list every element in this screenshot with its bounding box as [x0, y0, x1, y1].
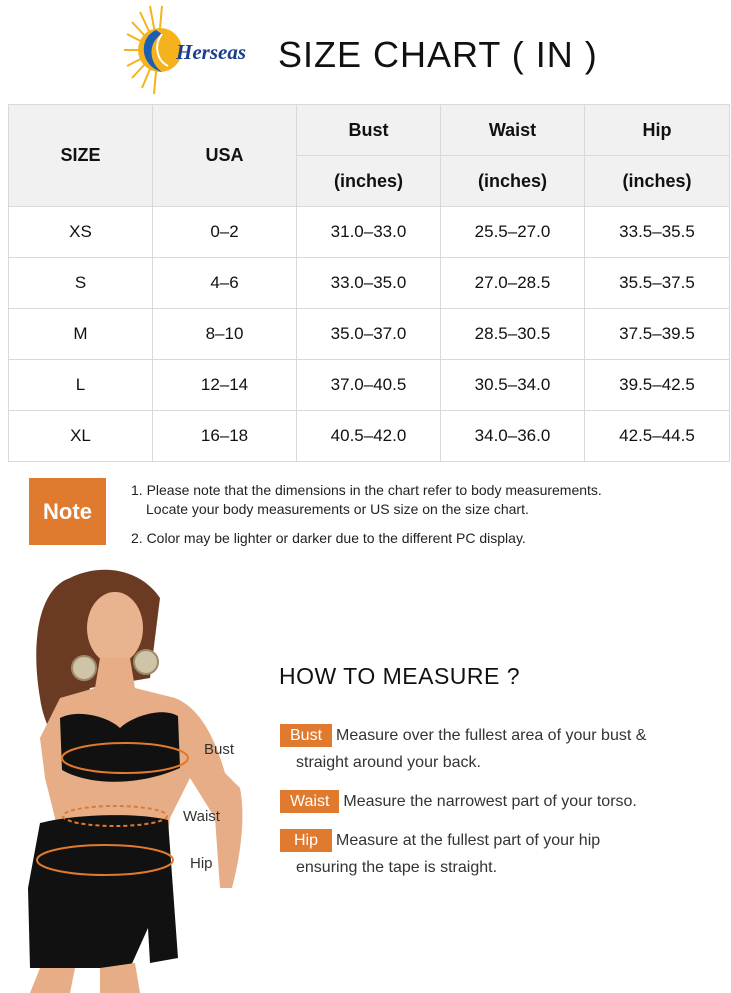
table-row	[9, 309, 730, 360]
cell-waist: 28.5–30.5	[441, 309, 585, 360]
measure-bust	[280, 722, 646, 776]
bust-text-2: straight around your back.	[296, 754, 481, 771]
waist-tag: Waist	[280, 790, 339, 813]
note-line-1: 1. Please note that the dimensions in the chart refer to body measurements.	[131, 482, 602, 498]
bust-text-1: Measure over the fullest area of your bust &	[336, 727, 647, 744]
note-badge: Note	[29, 478, 106, 545]
header-usa: USA	[153, 105, 297, 207]
unit-hip: (inches)	[585, 156, 730, 207]
hip-text-1: Measure at the fullest part of your hip	[336, 832, 601, 849]
cell-hip: 37.5–39.5	[585, 309, 730, 360]
unit-waist: (inches)	[441, 156, 585, 207]
note-line-3: 2. Color may be lighter or darker due to the different PC display.	[131, 530, 526, 546]
cell-waist: 25.5–27.0	[441, 207, 585, 258]
hip-tag: Hip	[280, 829, 332, 852]
cell-bust: 31.0–33.0	[297, 207, 441, 258]
cell-size: S	[9, 258, 153, 309]
cell-usa: 16–18	[153, 411, 297, 462]
cell-bust: 40.5–42.0	[297, 411, 441, 462]
measure-hip	[280, 827, 600, 881]
model-label-bust: Bust	[204, 741, 235, 758]
page-title: SIZE CHART ( IN )	[278, 34, 598, 75]
size-chart-table	[8, 104, 730, 462]
cell-usa: 0–2	[153, 207, 297, 258]
cell-bust: 33.0–35.0	[297, 258, 441, 309]
cell-bust: 37.0–40.5	[297, 360, 441, 411]
cell-waist: 27.0–28.5	[441, 258, 585, 309]
table-row	[9, 411, 730, 462]
bust-tag: Bust	[280, 724, 332, 747]
table-row	[9, 258, 730, 309]
cell-usa: 12–14	[153, 360, 297, 411]
cell-bust: 35.0–37.0	[297, 309, 441, 360]
cell-hip: 42.5–44.5	[585, 411, 730, 462]
cell-size: XL	[9, 411, 153, 462]
note-text	[131, 481, 602, 548]
cell-hip: 39.5–42.5	[585, 360, 730, 411]
cell-size: M	[9, 309, 153, 360]
table-row	[9, 207, 730, 258]
hip-text-2: ensuring the tape is straight.	[296, 859, 498, 876]
table-row	[9, 360, 730, 411]
cell-size: XS	[9, 207, 153, 258]
header-hip: Hip	[585, 105, 730, 156]
waist-text-1: Measure the narrowest part of your torso.	[343, 793, 637, 810]
cell-usa: 4–6	[153, 258, 297, 309]
cell-waist: 30.5–34.0	[441, 360, 585, 411]
how-to-measure-title: HOW TO MEASURE ?	[279, 663, 521, 689]
cell-hip: 33.5–35.5	[585, 207, 730, 258]
cell-hip: 35.5–37.5	[585, 258, 730, 309]
header-bust: Bust	[297, 105, 441, 156]
model-figure	[0, 558, 270, 993]
model-label-hip: Hip	[190, 855, 213, 872]
note-line-2: Locate your body measurements or US size on the size chart.	[146, 501, 529, 517]
cell-waist: 34.0–36.0	[441, 411, 585, 462]
cell-usa: 8–10	[153, 309, 297, 360]
brand-name: Herseas	[176, 40, 246, 64]
header-size: SIZE	[9, 105, 153, 207]
measure-waist	[280, 788, 637, 815]
header-waist: Waist	[441, 105, 585, 156]
unit-bust: (inches)	[297, 156, 441, 207]
header	[0, 0, 731, 100]
model-label-waist: Waist	[183, 808, 220, 825]
cell-size: L	[9, 360, 153, 411]
